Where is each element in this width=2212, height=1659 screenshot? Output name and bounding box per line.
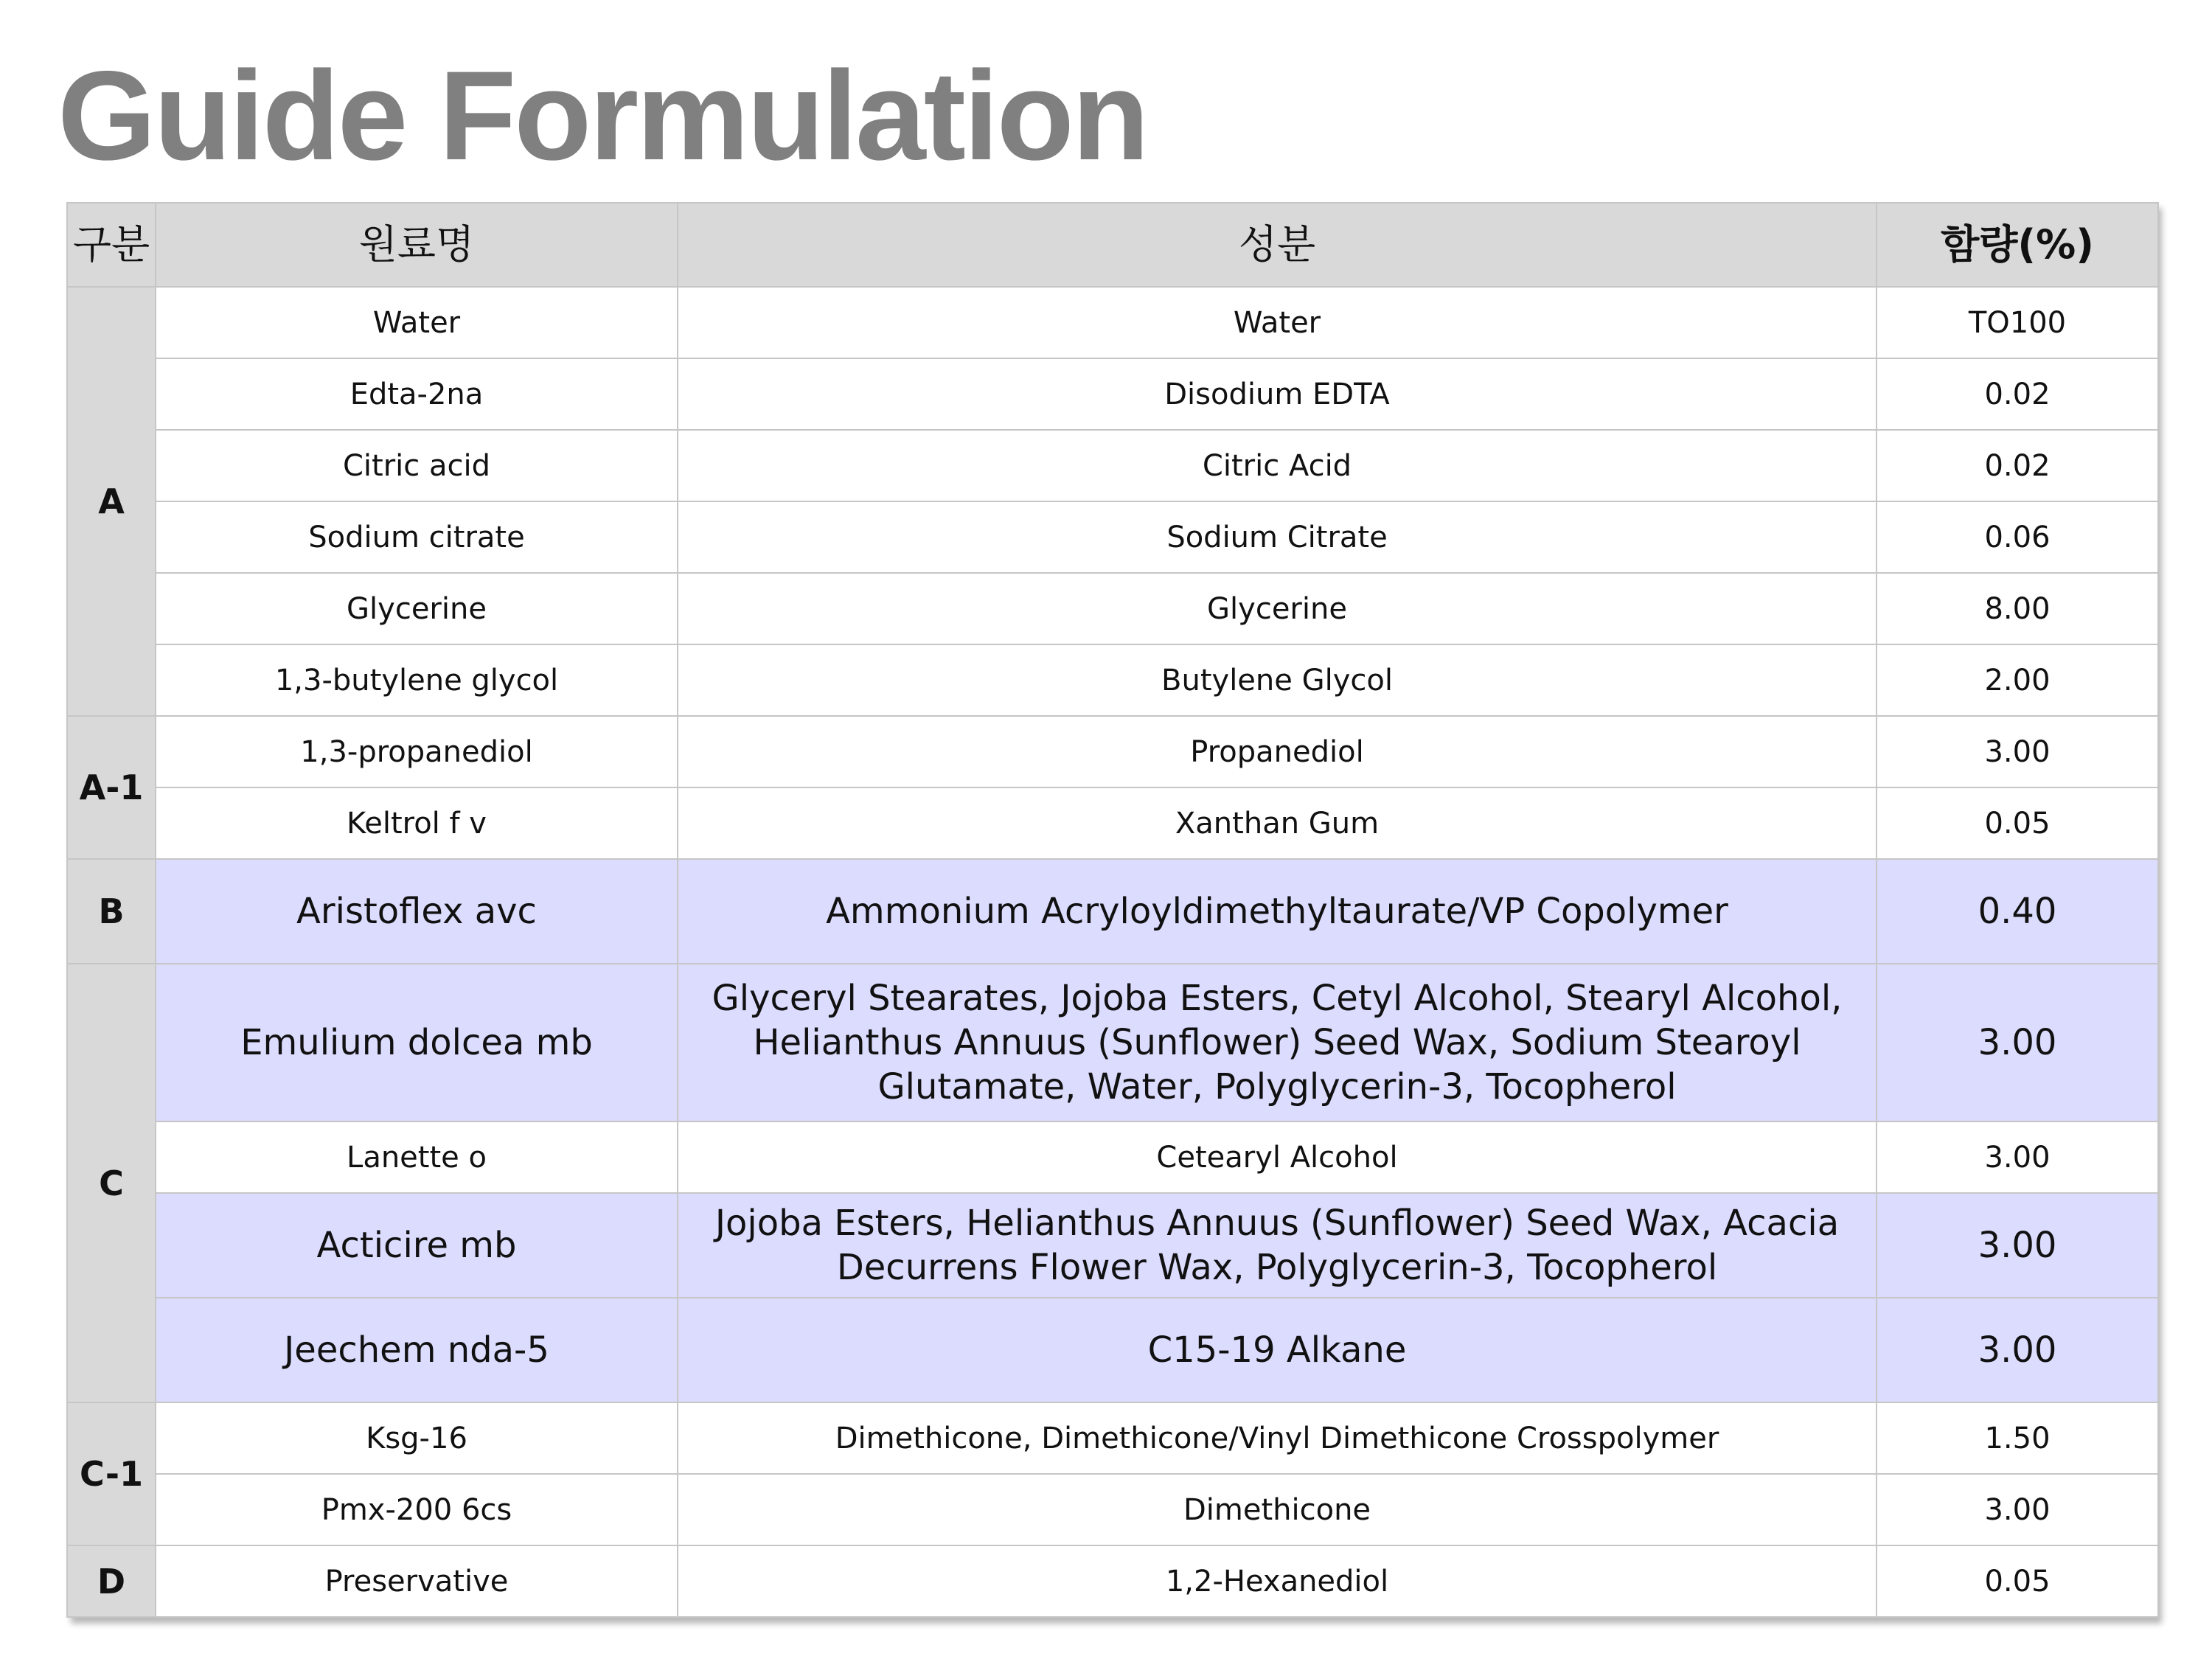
table-row — [67, 787, 2158, 859]
raw-material-cell: Edta-2na — [156, 358, 678, 430]
raw-material-cell: Ksg-16 — [156, 1402, 678, 1474]
content-cell: 0.02 — [1877, 430, 2158, 501]
ingredient-cell: Glycerine — [678, 573, 1877, 644]
table-row — [67, 287, 2158, 358]
content-cell: 3.00 — [1877, 716, 2158, 787]
ingredient-cell: Disodium EDTA — [678, 358, 1877, 430]
table-row — [67, 644, 2158, 716]
content-cell: 3.00 — [1877, 1298, 2158, 1402]
header-group: 구분 — [67, 203, 156, 287]
ingredient-cell: Butylene Glycol — [678, 644, 1877, 716]
table-row — [67, 573, 2158, 644]
raw-material-cell: Pmx-200 6cs — [156, 1474, 678, 1545]
raw-material-cell: Water — [156, 287, 678, 358]
formulation-table — [66, 202, 2159, 1618]
group-cell-c1: C-1 — [67, 1402, 156, 1545]
table-row — [67, 964, 2158, 1121]
ingredient-cell: Dimethicone — [678, 1474, 1877, 1545]
table-row — [67, 716, 2158, 787]
ingredient-cell: Dimethicone, Dimethicone/Vinyl Dimethicone Crosspolymer — [678, 1402, 1877, 1474]
group-cell-d: D — [67, 1545, 156, 1617]
group-cell-c: C — [67, 964, 156, 1402]
raw-material-cell: Sodium citrate — [156, 501, 678, 573]
ingredient-cell: Xanthan Gum — [678, 787, 1877, 859]
header-raw-material: 원료명 — [156, 203, 678, 287]
header-content: 함량(%) — [1877, 203, 2158, 287]
table-row — [67, 501, 2158, 573]
raw-material-cell: 1,3-propanediol — [156, 716, 678, 787]
raw-material-cell: Emulium dolcea mb — [156, 964, 678, 1121]
table-row — [67, 358, 2158, 430]
content-cell: 8.00 — [1877, 573, 2158, 644]
raw-material-cell: 1,3-butylene glycol — [156, 644, 678, 716]
table-row — [67, 1121, 2158, 1193]
raw-material-cell: Glycerine — [156, 573, 678, 644]
ingredient-cell: Ammonium Acryloyldimethyltaurate/VP Copolymer — [678, 859, 1877, 964]
raw-material-cell: Acticire mb — [156, 1193, 678, 1298]
table-row — [67, 430, 2158, 501]
content-cell: 0.05 — [1877, 1545, 2158, 1617]
formulation-table-container — [66, 202, 2157, 1618]
table-header-row — [67, 203, 2158, 287]
group-cell-a1: A-1 — [67, 716, 156, 859]
table-row — [67, 1193, 2158, 1298]
group-cell-b: B — [67, 859, 156, 964]
content-cell: 0.40 — [1877, 859, 2158, 964]
content-cell: 3.00 — [1877, 1193, 2158, 1298]
raw-material-cell: Citric acid — [156, 430, 678, 501]
content-cell: 3.00 — [1877, 1121, 2158, 1193]
ingredient-cell: Cetearyl Alcohol — [678, 1121, 1877, 1193]
ingredient-cell: Jojoba Esters, Helianthus Annuus (Sunflower) Seed Wax, Acacia Decurrens Flower Wax, Polyglycerin-3, Tocopherol — [678, 1193, 1877, 1298]
page-title: Guide Formulation — [58, 45, 1147, 187]
content-cell: 0.02 — [1877, 358, 2158, 430]
raw-material-cell: Preservative — [156, 1545, 678, 1617]
content-cell: 1.50 — [1877, 1402, 2158, 1474]
content-cell: 2.00 — [1877, 644, 2158, 716]
raw-material-cell: Keltrol f v — [156, 787, 678, 859]
header-ingredient: 성분 — [678, 203, 1877, 287]
table-row — [67, 1474, 2158, 1545]
ingredient-cell: Propanediol — [678, 716, 1877, 787]
group-cell-a: A — [67, 287, 156, 716]
table-row — [67, 1298, 2158, 1402]
table-row — [67, 1545, 2158, 1617]
table-row — [67, 859, 2158, 964]
raw-material-cell: Lanette o — [156, 1121, 678, 1193]
ingredient-cell: 1,2-Hexanediol — [678, 1545, 1877, 1617]
content-cell: 0.06 — [1877, 501, 2158, 573]
content-cell: 3.00 — [1877, 1474, 2158, 1545]
ingredient-cell: Citric Acid — [678, 430, 1877, 501]
content-cell: TO100 — [1877, 287, 2158, 358]
content-cell: 0.05 — [1877, 787, 2158, 859]
raw-material-cell: Jeechem nda-5 — [156, 1298, 678, 1402]
ingredient-cell: Water — [678, 287, 1877, 358]
raw-material-cell: Aristoflex avc — [156, 859, 678, 964]
table-row — [67, 1402, 2158, 1474]
ingredient-cell: Sodium Citrate — [678, 501, 1877, 573]
ingredient-cell: C15-19 Alkane — [678, 1298, 1877, 1402]
ingredient-cell: Glyceryl Stearates, Jojoba Esters, Cetyl Alcohol, Stearyl Alcohol, Helianthus Annuus (Sunflower) Seed Wax, Sodium Stearoyl Glutamate, Water, Polyglycerin-3, Tocopherol — [678, 964, 1877, 1121]
content-cell: 3.00 — [1877, 964, 2158, 1121]
